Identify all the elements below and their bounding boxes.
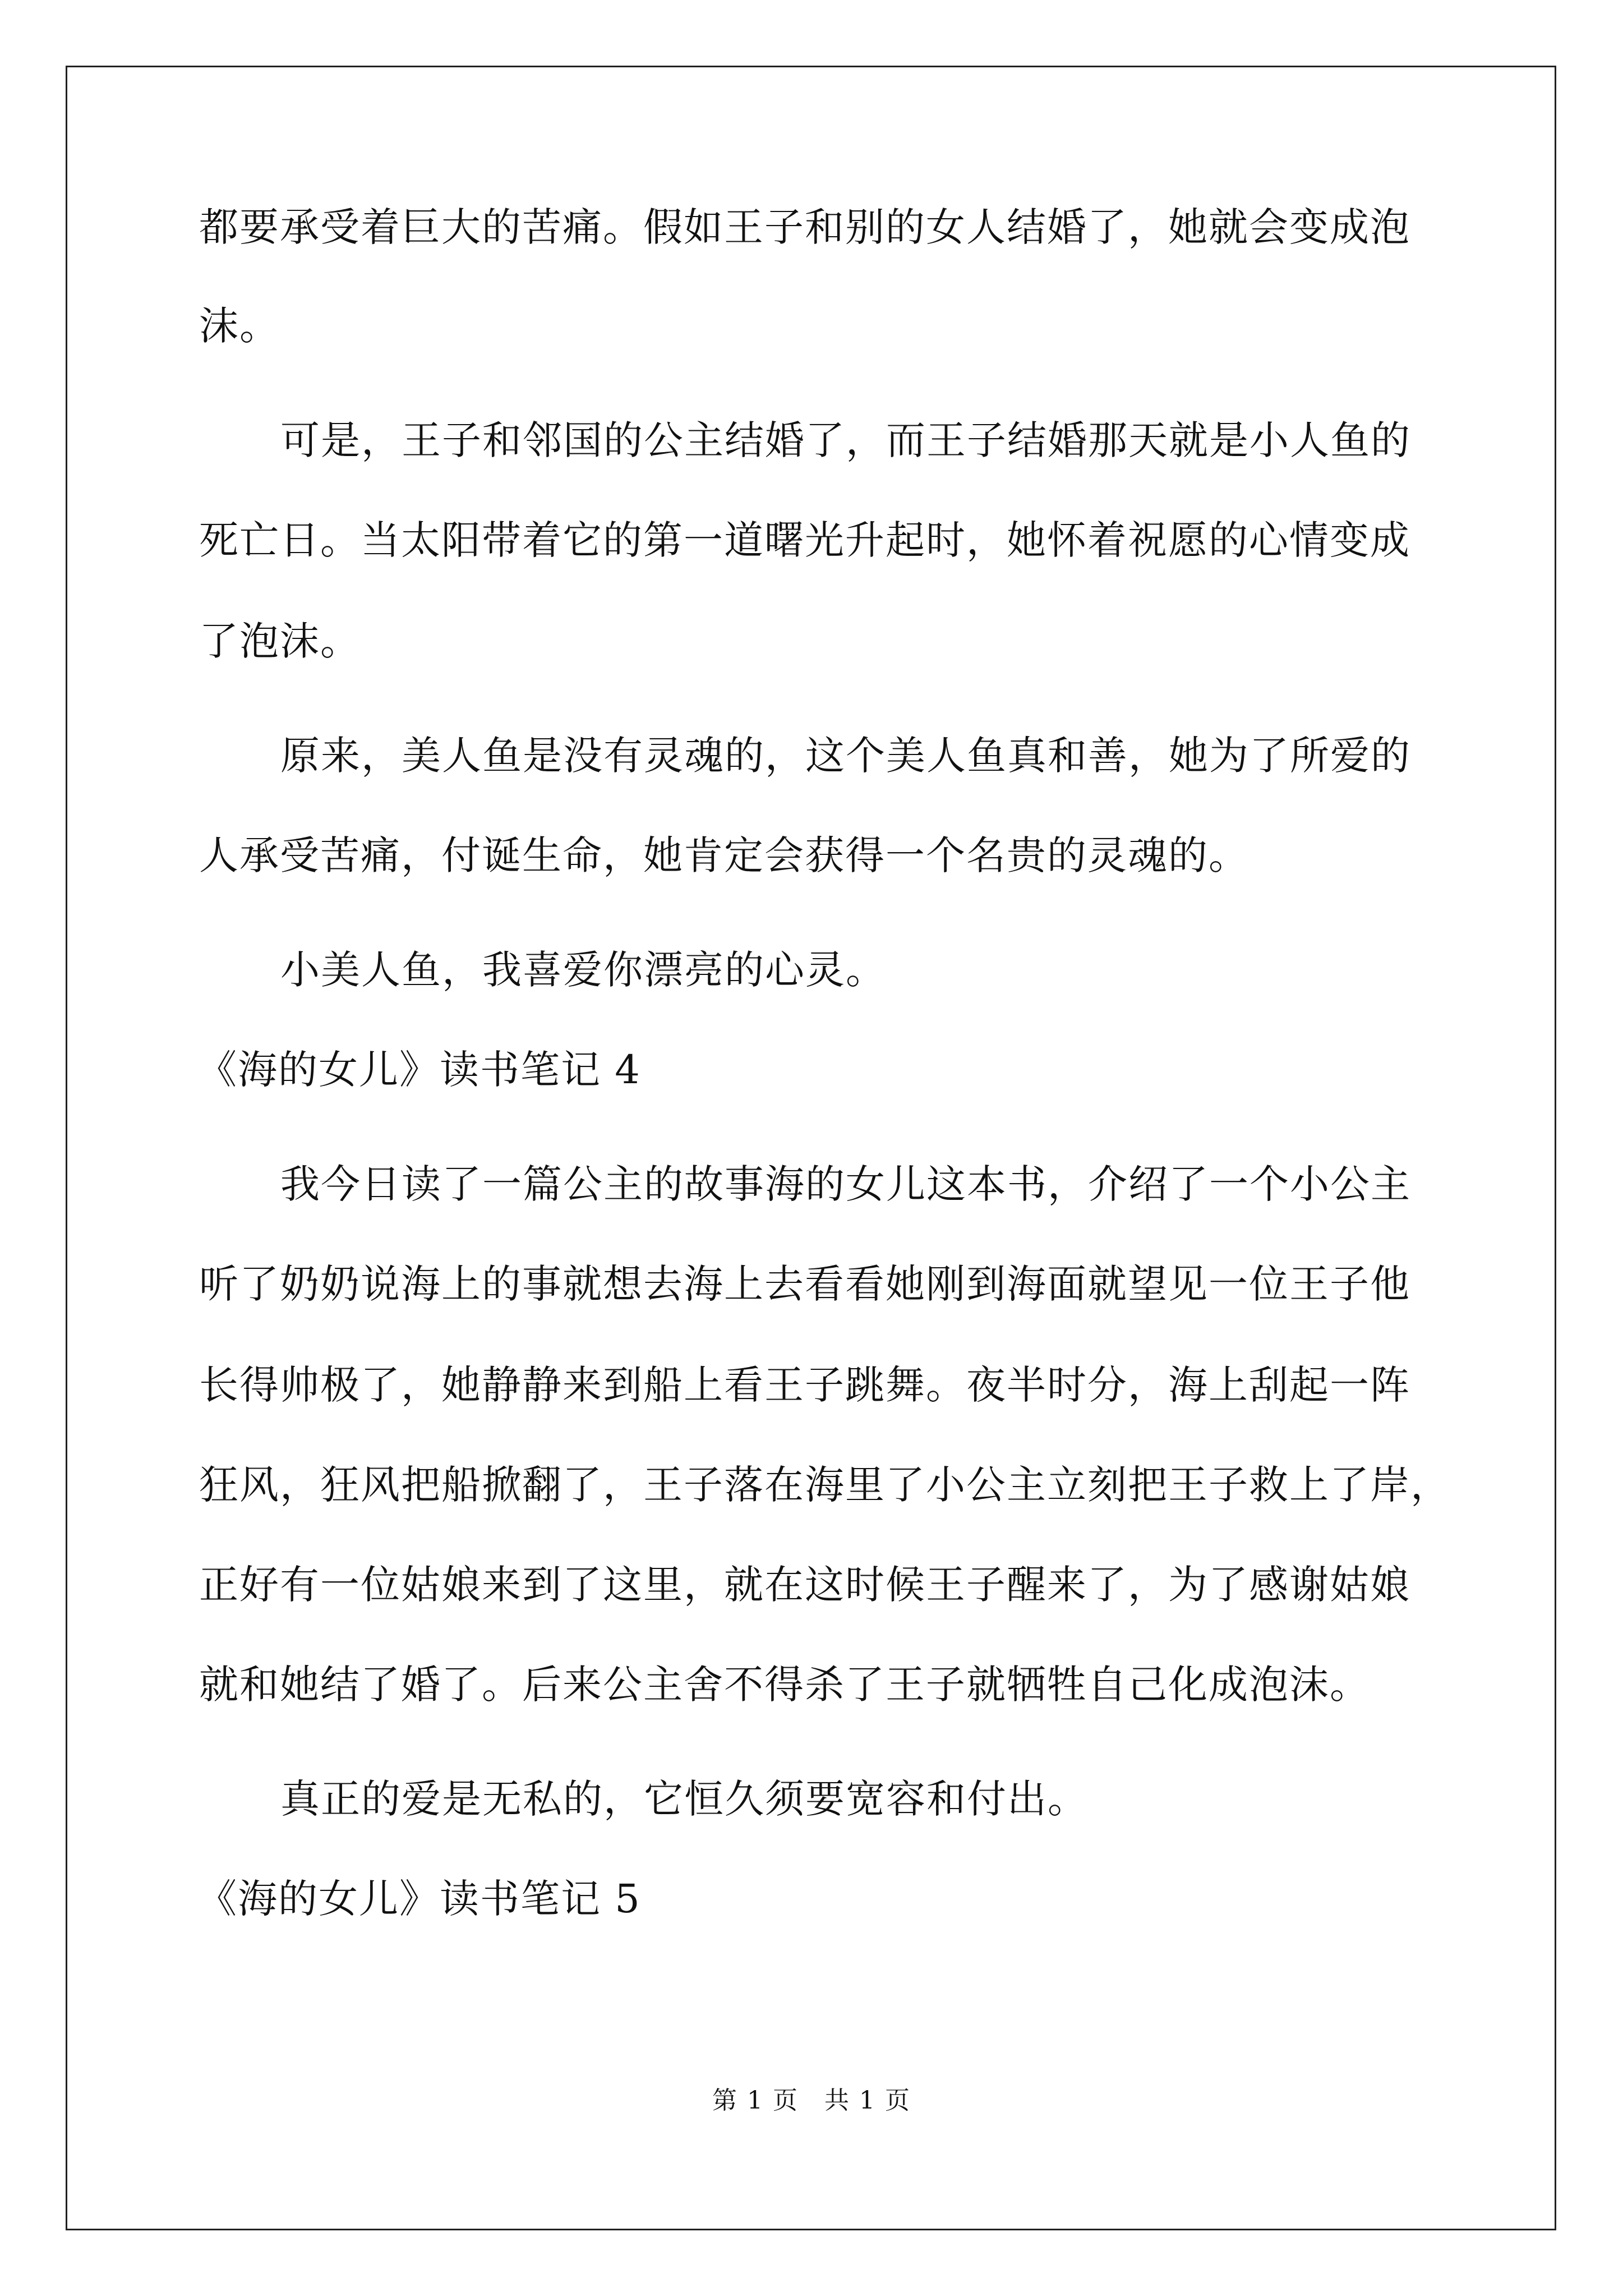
text-line: 了泡沫。 — [199, 618, 361, 664]
paragraph-start-line: 真正的爱是无私的，它恒久须要宽容和付出。 — [280, 1776, 1088, 1822]
text-line: 狂风，狂风把船掀翻了，王子落在海里了小公主立刻把王子救上了岸， — [199, 1462, 1451, 1508]
section-heading: 《海的女儿》读书笔记 5 — [197, 1876, 641, 1922]
paragraph-start-line: 我今日读了一篇公主的故事海的女儿这本书，介绍了一个小公主 — [280, 1161, 1411, 1207]
text-line: 长得帅极了，她静静来到船上看王子跳舞。夜半时分，海上刮起一阵 — [199, 1362, 1410, 1408]
paragraph-start-line: 可是，王子和邻国的公主结婚了，而王子结婚那天就是小人鱼的 — [280, 417, 1411, 463]
section-heading: 《海的女儿》读书笔记 4 — [197, 1047, 641, 1093]
paragraph-start-line: 原来，美人鱼是没有灵魂的，这个美人鱼真和善，她为了所爱的 — [280, 733, 1411, 779]
text-line: 人承受苦痛，付诞生命，她肯定会获得一个名贵的灵魂的。 — [199, 832, 1249, 878]
text-line: 正好有一位姑娘来到了这里，就在这时候王子醒来了，为了感谢姑娘 — [199, 1562, 1410, 1608]
paragraph-start-line: 小美人鱼，我喜爱你漂亮的心灵。 — [280, 947, 886, 993]
text-line: 沫。 — [199, 303, 280, 349]
page-number-footer: 第 1 页 共 1 页 — [712, 2086, 911, 2115]
text-line: 就和她结了婚了。后来公主舍不得杀了王子就牺牲自己化成泡沫。 — [199, 1662, 1370, 1708]
text-line: 都要承受着巨大的苦痛。假如王子和别的女人结婚了，她就会变成泡 — [199, 204, 1410, 250]
text-line: 死亡日。当太阳带着它的第一道曙光升起时，她怀着祝愿的心情变成 — [199, 517, 1410, 563]
text-line: 听了奶奶说海上的事就想去海上去看看她刚到海面就望见一位王子他 — [199, 1261, 1410, 1307]
